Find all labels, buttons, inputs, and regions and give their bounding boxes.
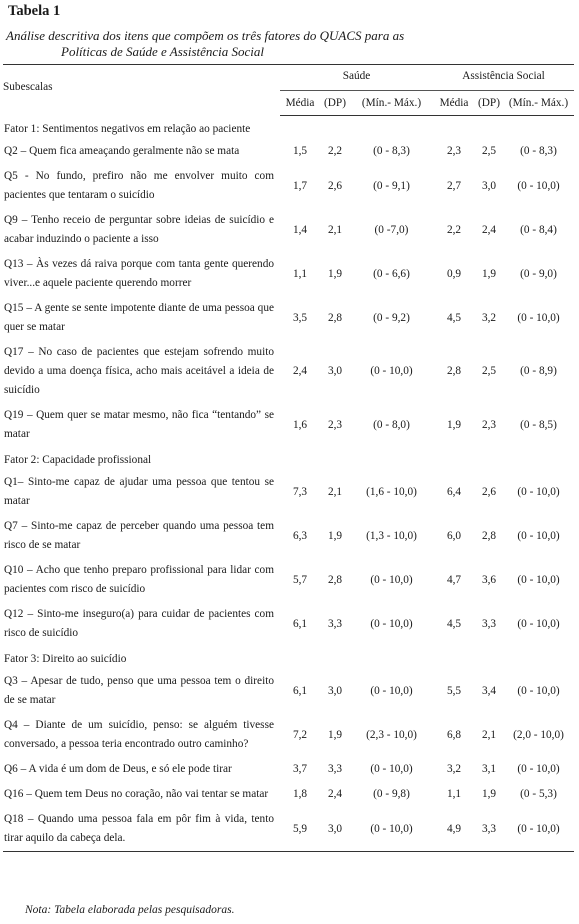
assistencia-dp: 3,1 [481, 763, 497, 775]
item-text: Q10 – Acho que tenho preparo profissional para lidar com pacientes com risco de suicídio [4, 563, 274, 595]
item-text: Q6 – A vida é um dom de Deus, e só ele pode tirar [4, 762, 232, 775]
assistencia-mean: 2,3 [446, 145, 462, 157]
descriptive-table [3, 64, 574, 852]
saude-range: (0 - 9,1) [373, 179, 410, 192]
assistencia-range: (0 - 5,3) [520, 788, 557, 800]
saude-range: (0 - 10,0) [370, 365, 413, 377]
factor-title: Fator 1: Sentimentos negativos em relação ao paciente [4, 122, 251, 135]
saude-range: (1,6 - 10,0) [366, 485, 417, 498]
assistencia-range: (0 - 10,0) [517, 684, 560, 697]
saude-range: (1,3 - 10,0) [366, 529, 417, 542]
header-assistencia-media: Média [433, 91, 475, 116]
assistencia-mean: 6,0 [446, 529, 462, 542]
factor-title: Fator 3: Direito ao suicídio [4, 652, 127, 665]
assistencia-range: (0 - 8,5) [520, 418, 557, 431]
assistencia-range: (0 - 10,0) [517, 573, 560, 586]
saude-range: (0 - 10,0) [350, 807, 433, 852]
table-row [3, 807, 574, 852]
item-text: Q4 – Diante de um suicídio, penso: se alguém tivesse conversado, a pessoa teria encontrado outro caminho? [4, 718, 274, 750]
header-saude-dp: (DP) [320, 91, 350, 116]
saude-dp: 3,3 [327, 617, 343, 630]
assistencia-range: (2,0 - 10,0) [513, 728, 564, 741]
item-text: Q1– Sinto-me capaz de ajudar uma pessoa que tentou se matar [4, 475, 274, 507]
saude-mean: 1,5 [292, 145, 308, 157]
saude-mean: 7,3 [292, 485, 308, 498]
factor-row-empty-cell [280, 116, 320, 139]
item-text: Q15 – A gente se sente impotente diante de uma pessoa que quer se matar [4, 301, 274, 333]
factor-row [3, 646, 574, 669]
saude-mean: 7,2 [292, 728, 308, 741]
factor-row-empty-cell [280, 447, 320, 470]
table-caption [6, 28, 566, 60]
header-saude-media: Média [280, 91, 320, 116]
assistencia-range: (0 - 10,0) [517, 311, 560, 324]
assistencia-dp: 2,6 [481, 485, 497, 498]
factor-row [3, 447, 574, 470]
assistencia-mean: 1,9 [446, 418, 462, 431]
saude-mean: 1,6 [292, 418, 308, 431]
saude-range: (0 - 10,0) [370, 573, 413, 586]
item-text: Q2 – Quem fica ameaçando geralmente não se mata [4, 144, 240, 157]
saude-mean: 6,1 [292, 617, 308, 630]
factor-row-empty-cell [503, 447, 574, 470]
item-text: Q5 - No fundo, prefiro não me envolver muito com pacientes que tentaram o suicídio [4, 169, 274, 201]
saude-mean: 6,3 [292, 529, 308, 542]
assistencia-mean: 4,5 [446, 617, 462, 630]
saude-dp: 2,1 [327, 223, 343, 236]
saude-dp: 2,6 [327, 179, 343, 192]
factor-row-empty-cell [475, 447, 503, 470]
factor-row-empty-cell [503, 116, 574, 139]
assistencia-dp: 3,6 [481, 573, 497, 586]
factor-row [3, 116, 574, 139]
saude-mean: 1,4 [292, 223, 308, 236]
saude-mean: 2,4 [292, 365, 308, 377]
assistencia-dp: 3,2 [481, 311, 497, 324]
factor-row-empty-cell [280, 646, 320, 669]
saude-dp: 3,0 [320, 807, 350, 852]
caption-line-1: Análise descritiva dos itens que compõem os três fatores do QUACS para as [6, 28, 405, 43]
saude-mean: 6,1 [292, 684, 308, 697]
assistencia-dp: 3,4 [481, 684, 497, 697]
saude-range: (0 - 10,0) [370, 684, 413, 697]
assistencia-dp: 2,3 [481, 418, 497, 431]
saude-mean: 5,9 [280, 807, 320, 852]
assistencia-dp: 2,4 [481, 223, 497, 236]
assistencia-mean: 2,7 [446, 179, 462, 192]
factor-row-empty-cell [475, 116, 503, 139]
factor-row-empty-cell [503, 646, 574, 669]
header-saude-minmax: (Mín.- Máx.) [350, 91, 433, 116]
saude-range: (2,3 - 10,0) [366, 728, 417, 741]
table-row [3, 782, 574, 807]
assistencia-dp: 2,5 [481, 365, 497, 377]
table-row [3, 164, 574, 208]
assistencia-dp: 1,9 [481, 267, 497, 280]
table-row [3, 403, 574, 447]
saude-mean: 1,8 [292, 788, 308, 800]
table-row [3, 713, 574, 757]
assistencia-dp: 1,9 [481, 788, 497, 800]
assistencia-mean: 4,5 [446, 311, 462, 324]
saude-range: (0 - 10,0) [370, 617, 413, 630]
saude-dp: 2,8 [327, 311, 343, 324]
factor-title: Fator 2: Capacidade profissional [4, 453, 152, 466]
item-text: Q19 – Quem quer se matar mesmo, não fica “tentando” se matar [4, 408, 274, 440]
saude-dp: 3,0 [327, 365, 343, 377]
assistencia-range: (0 - 10,0) [517, 617, 560, 630]
factor-row-empty-cell [350, 447, 433, 470]
saude-mean: 3,7 [292, 763, 308, 775]
saude-range: (0 - 8,0) [373, 418, 410, 431]
assistencia-range: (0 - 8,4) [520, 223, 557, 236]
saude-dp: 3,0 [327, 684, 343, 697]
assistencia-mean: 3,2 [446, 763, 462, 775]
assistencia-mean: 0,9 [446, 267, 462, 280]
assistencia-mean: 1,1 [446, 788, 462, 800]
assistencia-dp: 2,1 [481, 728, 497, 741]
saude-dp: 2,3 [327, 418, 343, 431]
header-group-saude: Saúde [280, 65, 433, 91]
table-note: Nota: Tabela elaborada pelas pesquisadoras. [25, 904, 235, 916]
saude-dp: 1,9 [327, 267, 343, 280]
assistencia-mean: 4,7 [446, 573, 462, 586]
table-row [3, 139, 574, 164]
assistencia-range: (0 - 9,0) [520, 267, 557, 280]
assistencia-dp: 3,0 [481, 179, 497, 192]
item-text: Q9 – Tenho receio de perguntar sobre ideias de suicídio e acabar induzindo o paciente a isso [4, 213, 274, 245]
item-text: Q7 – Sinto-me capaz de perceber quando uma pessoa tem risco de se matar [4, 519, 274, 551]
table-title: Tabela 1 [8, 3, 61, 19]
saude-mean: 1,7 [292, 179, 308, 192]
table-row [3, 470, 574, 514]
table-row [3, 208, 574, 252]
item-text: Q16 – Quem tem Deus no coração, não vai tentar se matar [4, 787, 269, 800]
factor-row-empty-cell [475, 646, 503, 669]
factor-row-empty-cell [320, 447, 350, 470]
table-row [3, 757, 574, 782]
assistencia-range: (0 - 10,0) [517, 485, 560, 498]
assistencia-mean: 5,5 [446, 684, 462, 697]
item-text: Q18 – Quando uma pessoa fala em pôr fim à vida, tento tirar aquilo da cabeça dela. [3, 807, 280, 852]
header-subscales: Subescalas [3, 65, 280, 116]
saude-range: (0 -7,0) [374, 223, 409, 236]
saude-range: (0 - 9,2) [373, 311, 410, 324]
assistencia-range: (0 - 8,9) [520, 365, 557, 377]
item-text: Q13 – Às vezes dá raiva porque com tanta gente querendo viver...e aquele paciente querendo morrer [4, 257, 274, 289]
saude-dp: 2,8 [327, 573, 343, 586]
assistencia-mean: 6,8 [446, 728, 462, 741]
assistencia-range: (0 - 10,0) [503, 807, 574, 852]
factor-row-empty-cell [320, 646, 350, 669]
saude-dp: 1,9 [327, 529, 343, 542]
saude-range: (0 - 8,3) [373, 145, 410, 157]
saude-dp: 2,4 [327, 788, 343, 800]
table-row [3, 252, 574, 296]
saude-dp: 2,2 [327, 145, 343, 157]
saude-range: (0 - 6,6) [373, 267, 410, 280]
saude-dp: 3,3 [327, 763, 343, 775]
item-text: Q3 – Apesar de tudo, penso que uma pessoa tem o direito de se matar [4, 674, 274, 706]
factor-row-empty-cell [320, 116, 350, 139]
table-row [3, 296, 574, 340]
assistencia-dp: 2,8 [481, 529, 497, 542]
factor-row-empty-cell [350, 116, 433, 139]
table-row [3, 558, 574, 602]
saude-dp: 1,9 [327, 728, 343, 741]
saude-mean: 1,1 [292, 267, 308, 280]
caption-line-2: Políticas de Saúde e Assistência Social [61, 44, 265, 59]
factor-row-empty-cell [433, 116, 475, 139]
assistencia-dp: 2,5 [481, 145, 497, 157]
table-row [3, 602, 574, 646]
assistencia-dp: 3,3 [475, 807, 503, 852]
assistencia-mean: 6,4 [446, 485, 462, 498]
assistencia-mean: 2,8 [446, 365, 462, 377]
assistencia-range: (0 - 8,3) [520, 145, 557, 157]
assistencia-mean: 2,2 [446, 223, 462, 236]
factor-row-empty-cell [350, 646, 433, 669]
assistencia-dp: 3,3 [481, 617, 497, 630]
assistencia-range: (0 - 10,0) [517, 529, 560, 542]
assistencia-range: (0 - 10,0) [517, 763, 560, 775]
header-group-assistencia: Assistência Social [433, 65, 574, 91]
table-row [3, 669, 574, 713]
table-row [3, 514, 574, 558]
saude-dp: 2,1 [327, 485, 343, 498]
assistencia-mean: 4,9 [433, 807, 475, 852]
assistencia-range: (0 - 10,0) [517, 179, 560, 192]
factor-row-empty-cell [433, 646, 475, 669]
factor-row-empty-cell [433, 447, 475, 470]
saude-range: (0 - 10,0) [370, 763, 413, 775]
saude-mean: 5,7 [292, 573, 308, 586]
table-row [3, 340, 574, 403]
header-assistencia-minmax: (Mín.- Máx.) [503, 91, 574, 116]
item-text: Q17 – No caso de pacientes que estejam sofrendo muito devido a uma doença física, acho mais aceitável a ideia de suicídio [4, 345, 274, 396]
saude-range: (0 - 9,8) [373, 788, 410, 800]
item-text: Q12 – Sinto-me inseguro(a) para cuidar de pacientes com risco de suicídio [4, 607, 274, 639]
saude-mean: 3,5 [292, 311, 308, 324]
header-assistencia-dp: (DP) [475, 91, 503, 116]
